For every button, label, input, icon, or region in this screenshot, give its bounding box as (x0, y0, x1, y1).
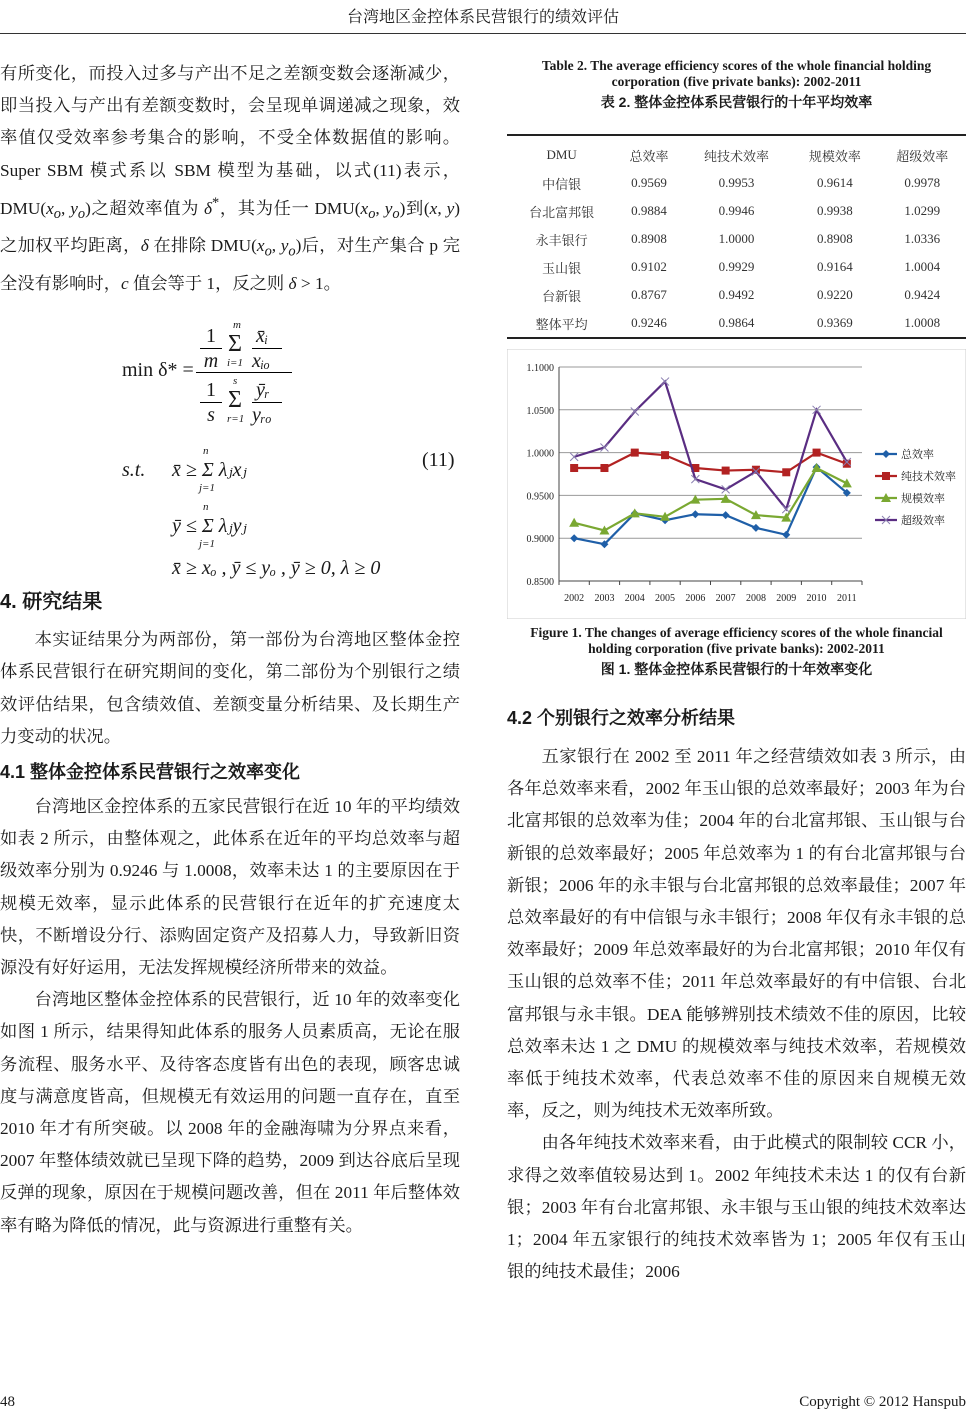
intro-text-segment: δ (204, 198, 213, 218)
header-divider (0, 33, 966, 34)
table-cell: 0.9220 (816, 287, 853, 302)
column-header: 纯技术效率 (703, 148, 769, 164)
intro-text-segment: x (429, 198, 438, 218)
eq-j1a: j=1 (199, 482, 215, 495)
eq-n1: n (203, 445, 209, 458)
data-point (661, 451, 669, 459)
copyright: Copyright © 2012 Hanspub (799, 1394, 966, 1410)
data-point (570, 464, 578, 472)
section-4-heading: 4. 研究结果 (0, 591, 103, 614)
eq-constraint-1: x̄ ≥ Σ λⱼxⱼ (172, 459, 247, 482)
y-tick-label: 1.0500 (526, 405, 554, 417)
left-column (0, 58, 460, 1242)
eq-yr: ȳᵣ (256, 379, 270, 402)
table-cell: 0.9978 (904, 175, 941, 190)
eq-xi: x̄ᵢ (256, 325, 269, 348)
data-point (631, 449, 639, 457)
x-tick-label: 2003 (594, 593, 615, 604)
intro-text-segment: δ (140, 236, 149, 256)
intro-text-segment: )后，对生产集合 p 完全没有影响时， (0, 236, 460, 293)
intro-text-segment: )之加权平均距离， (0, 198, 461, 256)
x-tick-label: 2008 (745, 593, 766, 604)
eq-sum-r: Σ (228, 387, 242, 414)
table-cell: 永丰银行 (535, 232, 588, 248)
table-cell: 0.9102 (631, 259, 667, 274)
table-cell: 中信银 (542, 176, 582, 192)
eq-number: (11) (422, 449, 455, 472)
data-point (782, 468, 790, 476)
figure-caption-zh: 图 1. 整体金控体系民营银行的十年效率变化 (600, 661, 873, 677)
table-cell: 台北富邦银 (529, 204, 595, 220)
running-header: 台湾地区金控体系民营银行的绩效评估 (346, 9, 619, 26)
intro-text-segment: > 1。 (296, 273, 341, 293)
intro-text-segment: 值会等于 1，反之则 (128, 273, 289, 293)
eq-constraint-3: x̄ ≥ xₒ , ȳ ≤ yₒ , ȳ ≥ 0, λ ≥ 0 (172, 557, 381, 580)
table-header-row (507, 135, 966, 169)
y-tick-label: 0.9000 (526, 534, 554, 546)
table-cell: 1.0336 (904, 231, 941, 246)
eq-j1b: j=1 (199, 538, 215, 551)
eq-st: s.t. (122, 459, 146, 482)
efficiency-line-chart (507, 349, 966, 619)
intro-text-segment: c (120, 273, 129, 293)
table-cell: 1.0004 (904, 259, 941, 274)
table-row (507, 197, 966, 225)
intro-text-segment: x (46, 198, 54, 218)
table-cell: 1.0008 (904, 315, 941, 330)
intro-text-segment: , (60, 198, 71, 218)
efficiency-table (507, 134, 966, 339)
eq-sum-s-bot: r=1 (227, 413, 245, 426)
eq-s: s (200, 402, 222, 425)
intro-text-segment: o (53, 206, 61, 223)
eq-sum-top: m (233, 319, 241, 332)
eq-one-s: 1 (206, 379, 216, 402)
table-row (507, 253, 966, 281)
intro-text-segment: 在排除 DMU( (148, 236, 257, 256)
legend-label: 超级效率 (901, 515, 945, 527)
table-cell: 1.0299 (904, 203, 941, 218)
intro-text-segment: o (392, 206, 400, 223)
data-point (813, 449, 821, 457)
legend-label: 纯技术效率 (901, 471, 956, 483)
intro-text-segment: o (264, 243, 272, 260)
section-4-2-heading: 4.2 个别银行之效率分析结果 (507, 708, 736, 728)
x-tick-label: 2005 (655, 593, 676, 604)
table-row (507, 169, 966, 197)
table-cell: 1.0000 (718, 231, 755, 246)
table-cell: 台新银 (542, 288, 582, 304)
intro-text-segment: o (77, 206, 86, 223)
legend-label: 规模效率 (901, 493, 945, 505)
intro-text-segment: y (446, 198, 455, 218)
intro-text-segment: * (212, 194, 220, 211)
table-row (507, 309, 966, 338)
section-4-2-paragraph-1: 五家银行在 2002 至 2011 年之经营绩效如表 3 所示，由各年总效率来看，2002 年玉山银的总效率最好；2003 年为台北富邦银的总效率为佳；2004 年的台北富邦银、玉山银与台新银的总效率最好；2005 年总效率为 1 的有台北富邦银与台新银；2006 年的永丰银与台北富邦银的总效率最佳；2007 年总效率最好的有中信银与永丰银行；2008 年仅有永丰银的总效率最好；2009 年总效率最好的为台北富邦银；2010 年仅有玉山银的总效率不佳；2011 年总效率最好的有中信银、台北富邦银与永丰银。DEA 能够辨别技术绩效不佳的原因，比较总效率未达 1 之 DMU 的规模效率与纯技术效率，若规模效率低于纯技术效率，代表总效率不佳的原因来自规模无效率，反之，则为纯技术无效率所致。 (507, 747, 966, 1121)
intro-text-segment: 有所变化，而投入过多与产出不足之差额变数会逐渐减少，即当投入与产出有差额变数时，会呈现单调递减之现象，效率值仅受效率参考集合的影响，不受全体数据值的影响。Super SBM 模式系以 SBM 模型为基础，以式(11)表示，DMU( (0, 64, 460, 218)
eq-n2: n (203, 501, 209, 514)
data-point (722, 467, 730, 475)
table-cell: 0.9424 (904, 287, 941, 302)
intro-text-segment: x (256, 236, 265, 256)
table-cell: 0.9369 (816, 315, 853, 330)
intro-paragraph (0, 58, 460, 300)
intro-text-segment: )到( (399, 198, 430, 218)
right-column (507, 58, 966, 1288)
section-4-paragraph: 本实证结果分为两部份，第一部份为台湾地区整体金控体系民营银行在研究期间的变化，第二部份为个别银行之绩效评估结果，包含绩效值、差额变量分析结果、及长期生产力变动的状况。 (0, 630, 460, 746)
table-row (507, 225, 966, 253)
column-header: DMU (546, 147, 577, 162)
table-cell: 0.9938 (816, 203, 853, 218)
eq-min: min δ* = (122, 359, 194, 382)
y-tick-label: 1.1000 (526, 363, 554, 374)
table-cell: 0.8767 (631, 287, 667, 302)
table-cell: 0.8908 (631, 231, 667, 246)
table-caption-en: Table 2. The average efficiency scores of the whole financial holding corporation (five private banks): 2002-2011 (541, 58, 932, 89)
table-cell: 0.9953 (718, 175, 755, 190)
intro-text-segment: δ (288, 273, 297, 293)
column-header: 超级效率 (896, 148, 949, 164)
intro-text-segment: , (271, 236, 281, 256)
x-tick-label: 2007 (715, 593, 736, 604)
eq-fraction-bar (196, 372, 292, 373)
section-4-1-heading: 4.1 整体金控体系民营银行之效率变化 (0, 761, 301, 782)
table-cell: 0.9492 (718, 287, 755, 302)
figure-caption-en: Figure 1. The changes of average efficiency scores of the whole financial holding corporation (five private banks): 2002-2011 (530, 625, 943, 656)
page-number: 48 (0, 1394, 15, 1410)
y-tick-label: 0.9500 (526, 491, 554, 503)
intro-text-segment: y (280, 236, 289, 256)
eq-m: m (200, 348, 222, 371)
intro-text-segment: o (368, 206, 376, 223)
table-caption-zh: 表 2. 整体金控体系民营银行的十年平均效率 (600, 94, 873, 110)
table-cell: 0.9946 (718, 203, 755, 218)
table-cell: 0.9929 (718, 259, 755, 274)
legend-label: 总效率 (901, 449, 934, 461)
eq-sum-i: Σ (228, 331, 242, 358)
table-cell: 0.9164 (816, 259, 853, 274)
intro-text-segment: )之超效率值为 (85, 198, 204, 218)
eq-sum-bot: i=1 (227, 357, 243, 370)
section-4-1-paragraph-2: 台湾地区整体金控体系的民营银行，近 10 年的效率变化如图 1 所示，结果得知此体系的服务人员素质高，无论在服务流程、服务水平、及待客态度皆有出色的表现，顾客忠诚度与满意度皆高，但规模无有效运用的问题一直存在，直至 2010 年才有所突破。以 2008 年的金融海啸为分界点来看，2007 年整体绩效就已呈现下降的趋势，2009 到达谷底后呈现反弹的现象，原因在于规模问题改善，但在 2011 年后整体效率有略为降低的情况，此与资源进行重整有关。 (0, 990, 460, 1235)
column-header: 总效率 (629, 148, 669, 164)
table-cell: 0.9569 (631, 175, 667, 190)
table-cell: 玉山银 (542, 260, 582, 276)
eq-xio: xᵢₒ (252, 348, 282, 371)
section-4-2-paragraph-2: 由各年纯技术效率来看，由于此模式的限制较 CCR 小，求得之效率值较易达到 1。2002 年纯技术未达 1 的仅有台新银；2003 年有台北富邦银、永丰银与玉山银的纯技术效率达 1；2004 年五家银行的纯技术效率皆为 1；2005 年仅有玉山银的纯技术最佳；2006 (507, 1133, 966, 1282)
table-cell: 0.9614 (816, 175, 853, 190)
section-4-1-paragraph-1: 台湾地区金控体系的五家民营银行在近 10 年的平均绩效如表 2 所示，由整体观之，此体系在近年的平均总效率与超级效率分别为 0.9246 与 1.0008，效率未达 1 的主要原因在于规模无效率，显示此体系的民营银行在近年的扩充速度太快，不断增设分行、添购固定资产及招募人力，导致新旧资源没有好好运用，无法发挥规模经济所带来的效益。 (0, 796, 460, 977)
eq-one-m: 1 (206, 325, 216, 348)
intro-text-segment: , (437, 198, 447, 218)
intro-text-segment: ，其为任一 DMU( (219, 198, 361, 218)
data-point (600, 464, 608, 472)
y-tick-label: 0.8500 (526, 577, 554, 588)
intro-text-segment: x (360, 198, 369, 218)
equation-11 (0, 320, 460, 578)
eq-yro: yᵣₒ (252, 402, 282, 425)
intro-text-segment: y (70, 198, 78, 218)
table-cell: 0.9884 (631, 203, 667, 218)
table-row (507, 281, 966, 309)
column-header: 规模效率 (808, 148, 861, 164)
x-tick-label: 2010 (806, 593, 827, 604)
table-cell: 0.9246 (631, 315, 667, 330)
x-tick-label: 2004 (624, 593, 645, 604)
eq-constraint-2: ȳ ≤ Σ λⱼyⱼ (172, 515, 247, 538)
table-cell: 0.9864 (718, 315, 755, 330)
intro-text-segment: o (288, 243, 296, 260)
x-tick-label: 2009 (776, 593, 797, 604)
intro-text-segment: y (384, 198, 393, 218)
table-cell: 整体平均 (535, 316, 588, 332)
x-tick-label: 2006 (685, 593, 706, 604)
eq-sum-s-top: s (233, 375, 238, 388)
x-tick-label: 2002 (564, 593, 585, 604)
legend-marker (882, 472, 890, 480)
y-tick-label: 1.0000 (526, 448, 554, 460)
intro-text-segment: , (375, 198, 385, 218)
table-cell: 0.8908 (816, 231, 853, 246)
x-tick-label: 2011 (837, 593, 857, 604)
